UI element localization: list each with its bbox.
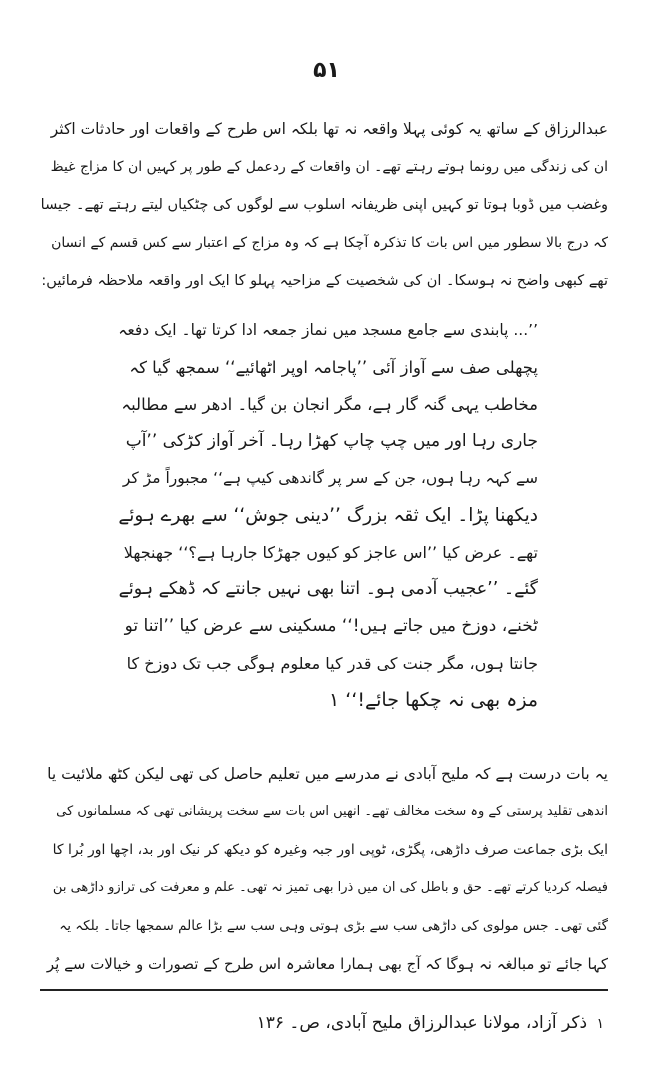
paragraph-1 bbox=[40, 110, 608, 300]
paragraph-2 bbox=[40, 755, 608, 983]
quote-line: جانتا ہوں، مگر جنت کی قدر کیا معلوم ہوگی جب تک دوزخ کا bbox=[126, 654, 538, 673]
footnote bbox=[40, 1003, 608, 1044]
quote-line: ’’... پابندی سے جامع مسجد میں نماز جمعہ ادا کرتا تھا۔ ایک دفعہ bbox=[118, 321, 538, 339]
text-line: ایک بڑی جماعت صرف داڑھی، پگڑی، ٹوپی اور جبہ وغیرہ کو دیکھ کر نیک اور بد، اچھا اور بُرا کا bbox=[52, 842, 608, 858]
text-line: کہ درج بالا سطور میں اس بات کا تذکرہ آچکا ہے کہ وہ مزاج کے اعتبار سے کس قسم کے انسان bbox=[51, 235, 608, 251]
quote-line: مزہ بھی نہ چکھا جائے!‘‘ ۱ bbox=[329, 689, 538, 711]
quote-line: جاری رہا اور میں چپ چاپ کھڑا رہا۔ آخر آواز کڑکی ’’آپ bbox=[125, 431, 538, 451]
text-line: عبدالرزاق کے ساتھ یہ کوئی پہلا واقعہ نہ تھا بلکہ اس طرح کے واقعات اور حادثات اکثر bbox=[50, 120, 608, 138]
text-line: تھے کبھی واضح نہ ہوسکا۔ ان کی شخصیت کے مزاحیہ پہلو کا ایک اور واقعہ ملاحظہ فرمائیں: bbox=[41, 273, 608, 289]
quote-line: مخاطب یہی گنہ گار ہے، مگر انجان بن گیا۔ ادھر سے مطالبہ bbox=[121, 395, 538, 414]
text-line: وغضب میں ڈوبا ہوتا تو کہیں اپنی ظریفانہ اسلوب سے لوگوں کی چٹکیاں لیتے رہتے تھے۔ جیسا bbox=[40, 197, 608, 213]
text-line: کہا جائے تو مبالغہ نہ ہوگا کہ آج بھی ہمارا معاشرہ اس طرح کے تصورات و خیالات سے پُر bbox=[46, 955, 608, 973]
quote-line: گئے۔ ’’عجیب آدمی ہو۔ اتنا بھی نہیں جانتے کہ ڈھکے ہوئے bbox=[118, 579, 538, 599]
quote-line: پچھلی صف سے آواز آئی ’’پاجامہ اوپر اٹھائیے‘‘ سمجھ گیا کہ bbox=[129, 358, 538, 377]
text-line: فیصلہ کردیا کرتے تھے۔ حق و باطل کی ان میں ذرا بھی تمیز نہ تھی۔ علم و معرفت کی ترازو داڑھی بن bbox=[52, 880, 608, 895]
page-number: ۵۱ bbox=[313, 58, 340, 83]
footnote-divider bbox=[40, 989, 608, 991]
text-line: ان کی زندگی میں رونما ہوتے رہتے تھے۔ ان واقعات کے ردعمل کے طور پر کہیں ان کا مزاج غیظ bbox=[50, 159, 608, 175]
quote-line: ٹخنے، دوزخ میں جاتے ہیں!‘‘ مسکینی سے عرض کیا ’’اتنا تو bbox=[124, 616, 538, 636]
block-quote bbox=[118, 312, 538, 719]
text-line: اندھی تقلید پرستی کے وہ سخت مخالف تھے۔ انھیں اس بات سے سخت پریشانی تھی کہ مسلمانوں کی bbox=[56, 804, 608, 819]
quote-line: تھے۔ عرض کیا ’’اس عاجز کو کیوں جھڑکا جارہا ہے؟‘‘ جھنجھلا bbox=[123, 543, 538, 562]
quote-line: سے کہہ رہا ہوں، جن کے سر پر گاندھی کیپ ہے‘‘ مجبوراً مڑ کر bbox=[122, 469, 538, 487]
footnote-text: ذکر آزاد، مولانا عبدالرزاق ملیح آبادی، ص۔ ۱۳۶ bbox=[256, 1013, 588, 1033]
text-line: یہ بات درست ہے کہ ملیح آبادی نے مدرسے میں تعلیم حاصل کی تھی لیکن کٹھ ملائیت یا bbox=[47, 765, 608, 783]
footnote-marker: ۱ bbox=[596, 1016, 604, 1032]
quote-line: دیکھنا پڑا۔ ایک ثقہ بزرگ ’’دینی جوش‘‘ سے بھرے ہوئے bbox=[118, 505, 538, 526]
text-line: گئی تھی۔ جس مولوی کی داڑھی سب سے بڑی ہوتی وہی سب سے بڑا عالم سمجھا جاتا۔ بلکہ یہ bbox=[59, 918, 608, 934]
